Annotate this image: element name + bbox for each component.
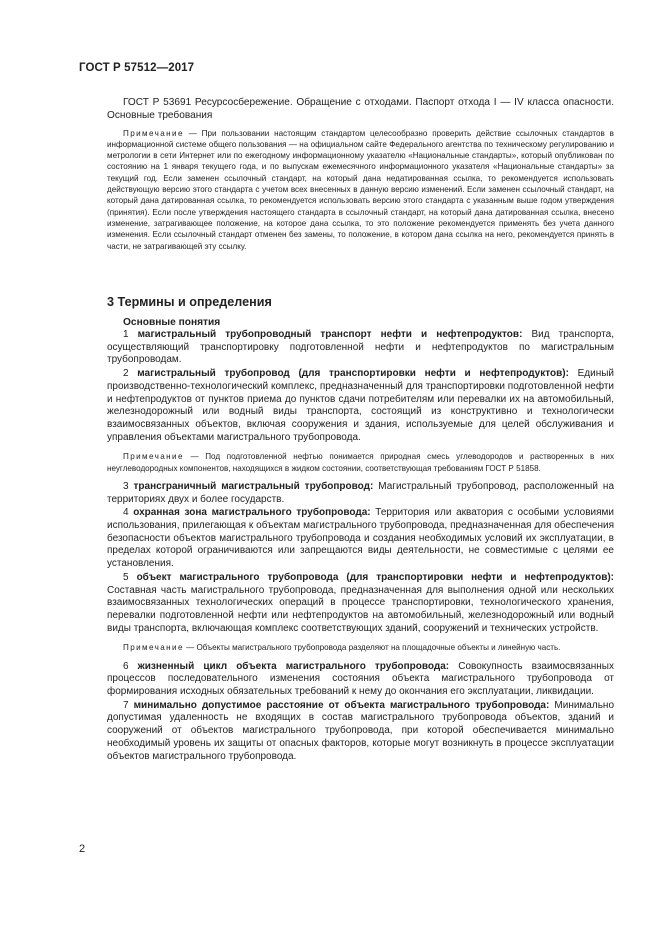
- section-title: 3 Термины и определения: [107, 295, 272, 309]
- note-pipeline-objects: [107, 642, 614, 653]
- note-text: — При пользовании настоящим стандартом целесообразно проверить действие ссылочных стандартов в информационной системе общего пользования — на официальном сайте Федерального агентства по техническому регулированию и метрологии в сети Интернет или по ежегодному информационному указателю «Национальные стандарты», который опубликован по состоянию на 1 января текущего года, и по выпускам ежемесячного информационного указателя «Национальные стандарты» за текущий год. Если заменен ссылочный стандарт, на который дана недатированная ссылка, то рекомендуется использовать действующую версию этого стандарта с учетом всех внесенных в данную версию изменений. Если заменен ссылочный стандарт, на который дана датированная ссылка, то рекомендуется использовать версию этого стандарта с указанным выше годом утверждения (принятия). Если после утверждения настоящего стандарта в ссылочный стандарт, на который дана датированная ссылка, внесено изменение, затрагивающее положение, на которое дана ссылка, то это положение рекомендуется применять без учета данного изменения. Если ссылочный стандарт отменен без замены, то положение, в котором дана ссылка на него, рекомендуется принять в части, не затрагивающей эту ссылку.: [107, 128, 614, 251]
- reference-item: ГОСТ Р 53691 Ресурсосбережение. Обращение с отходами. Паспорт отхода I — IV класса опасности. Основные требования: [107, 97, 614, 121]
- note-references: [107, 128, 614, 252]
- term-definition: Вид транспорта, осуществляющий транспортировку подготовленной нефти и нефтепродуктов по магистральным трубопроводам.: [107, 329, 615, 366]
- term-definition: Магистральный трубопровод, расположенный на территориях двух и более государств.: [107, 480, 614, 505]
- term-name: магистральный трубопровод (для транспортировки нефти и нефтепродуктов):: [137, 368, 569, 380]
- note-prepared-oil: [107, 451, 614, 474]
- section-subtitle: Основные понятия: [123, 317, 221, 328]
- term-name: охранная зона магистрального трубопровода:: [133, 507, 371, 519]
- note-text: — Под подготовленной нефтью понимается природная смесь углеводородов и растворенных в них неуглеводородных компонентов, находящихся в жидком состоянии, соответствующая требованиям ГОСТ Р 51858.: [107, 452, 614, 473]
- document-code-header: ГОСТ Р 57512—2017: [79, 62, 195, 74]
- term-entry: [107, 329, 614, 367]
- term-entry: [107, 507, 614, 571]
- term-name: объект магистрального трубопровода (для транспортировки нефти и нефтепродуктов):: [136, 571, 614, 583]
- term-definition: Минимально допустимая удаленность не входящих в состав магистрального трубопровода объектов, зданий и сооружений от объектов магистрального трубопровода, при которой обеспечивается минимально необходимый уровень их защиты от опасных факторов, которые могут возникнуть в процессе эксплуатации объектов магистрального трубопровода.: [107, 699, 615, 762]
- term-number: 4: [123, 507, 129, 519]
- term-entry: [107, 700, 614, 764]
- term-name: трансграничный магистральный трубопровод:: [133, 480, 374, 492]
- page-number: 2: [79, 843, 86, 855]
- term-number: 3: [123, 480, 129, 492]
- term-name: жизненный цикл объекта магистрального трубопровода:: [137, 660, 450, 672]
- term-entry: [107, 481, 614, 506]
- term-entry: [107, 368, 614, 444]
- term-number: 1: [123, 329, 129, 340]
- term-number: 6: [123, 660, 129, 672]
- term-definition: Территория или акватория с особыми условиями использования, прилегающая к объектам магистрального трубопровода, предназначенная для обеспечения безопасности объектов магистрального трубопровода и создания необходимых условий их эксплуатации, в пределах которой ограничиваются или запрещаются виды деятельности, не совместимые с целями ее установления.: [107, 507, 615, 570]
- terms-block: [107, 329, 614, 764]
- term-number: 5: [123, 571, 129, 583]
- term-number: 2: [123, 368, 129, 380]
- term-definition: Единый производственно-технологический комплекс, предназначенный для транспортировки подготовленной нефти и нефтепродуктов от пунктов приема до пунктов сдачи потребителям или перевалки их на автомобильный, железнодорожный или водный виды транспорта, состоящий из конструктивно и технологически взаимосвязанных объектов, включая сооружения и здания, используемые для целей обслуживания и управления объектами магистрального трубопровода.: [107, 368, 615, 443]
- term-number: 7: [123, 699, 129, 711]
- note-label: Примечание: [123, 643, 184, 653]
- term-entry: [107, 661, 614, 699]
- note-text: — Объекты магистрального трубопровода разделяют на площадочные объекты и линейную часть.: [183, 643, 561, 653]
- note-label: Примечание: [123, 128, 184, 138]
- term-definition: Составная часть магистрального трубопровода, предназначенная для выполнения одной или нескольких взаимосвязанных технологических операций в процессе транспортировки, технологического хранения, перевалки подготовленной нефти или нефтепродуктов на автомобильный, железнодорожный или водный виды транспорта, включающая комплекс соответствующих зданий, сооружений и технических устройств.: [107, 584, 614, 634]
- term-definition: Совокупность взаимосвязанных процессов последовательного изменения состояния объекта магистрального трубопровода от формирования исходных обязательных требований к нему до окончания его эксплуатации, ликвидации.: [107, 660, 614, 698]
- note-label: Примечание: [123, 452, 184, 462]
- term-entry: [107, 572, 614, 636]
- normative-references-block: [107, 97, 614, 252]
- term-name: минимально допустимое расстояние от объекта магистрального трубопровода:: [133, 699, 550, 711]
- term-name: магистральный трубопроводный транспорт нефти и нефтепродуктов:: [137, 329, 523, 340]
